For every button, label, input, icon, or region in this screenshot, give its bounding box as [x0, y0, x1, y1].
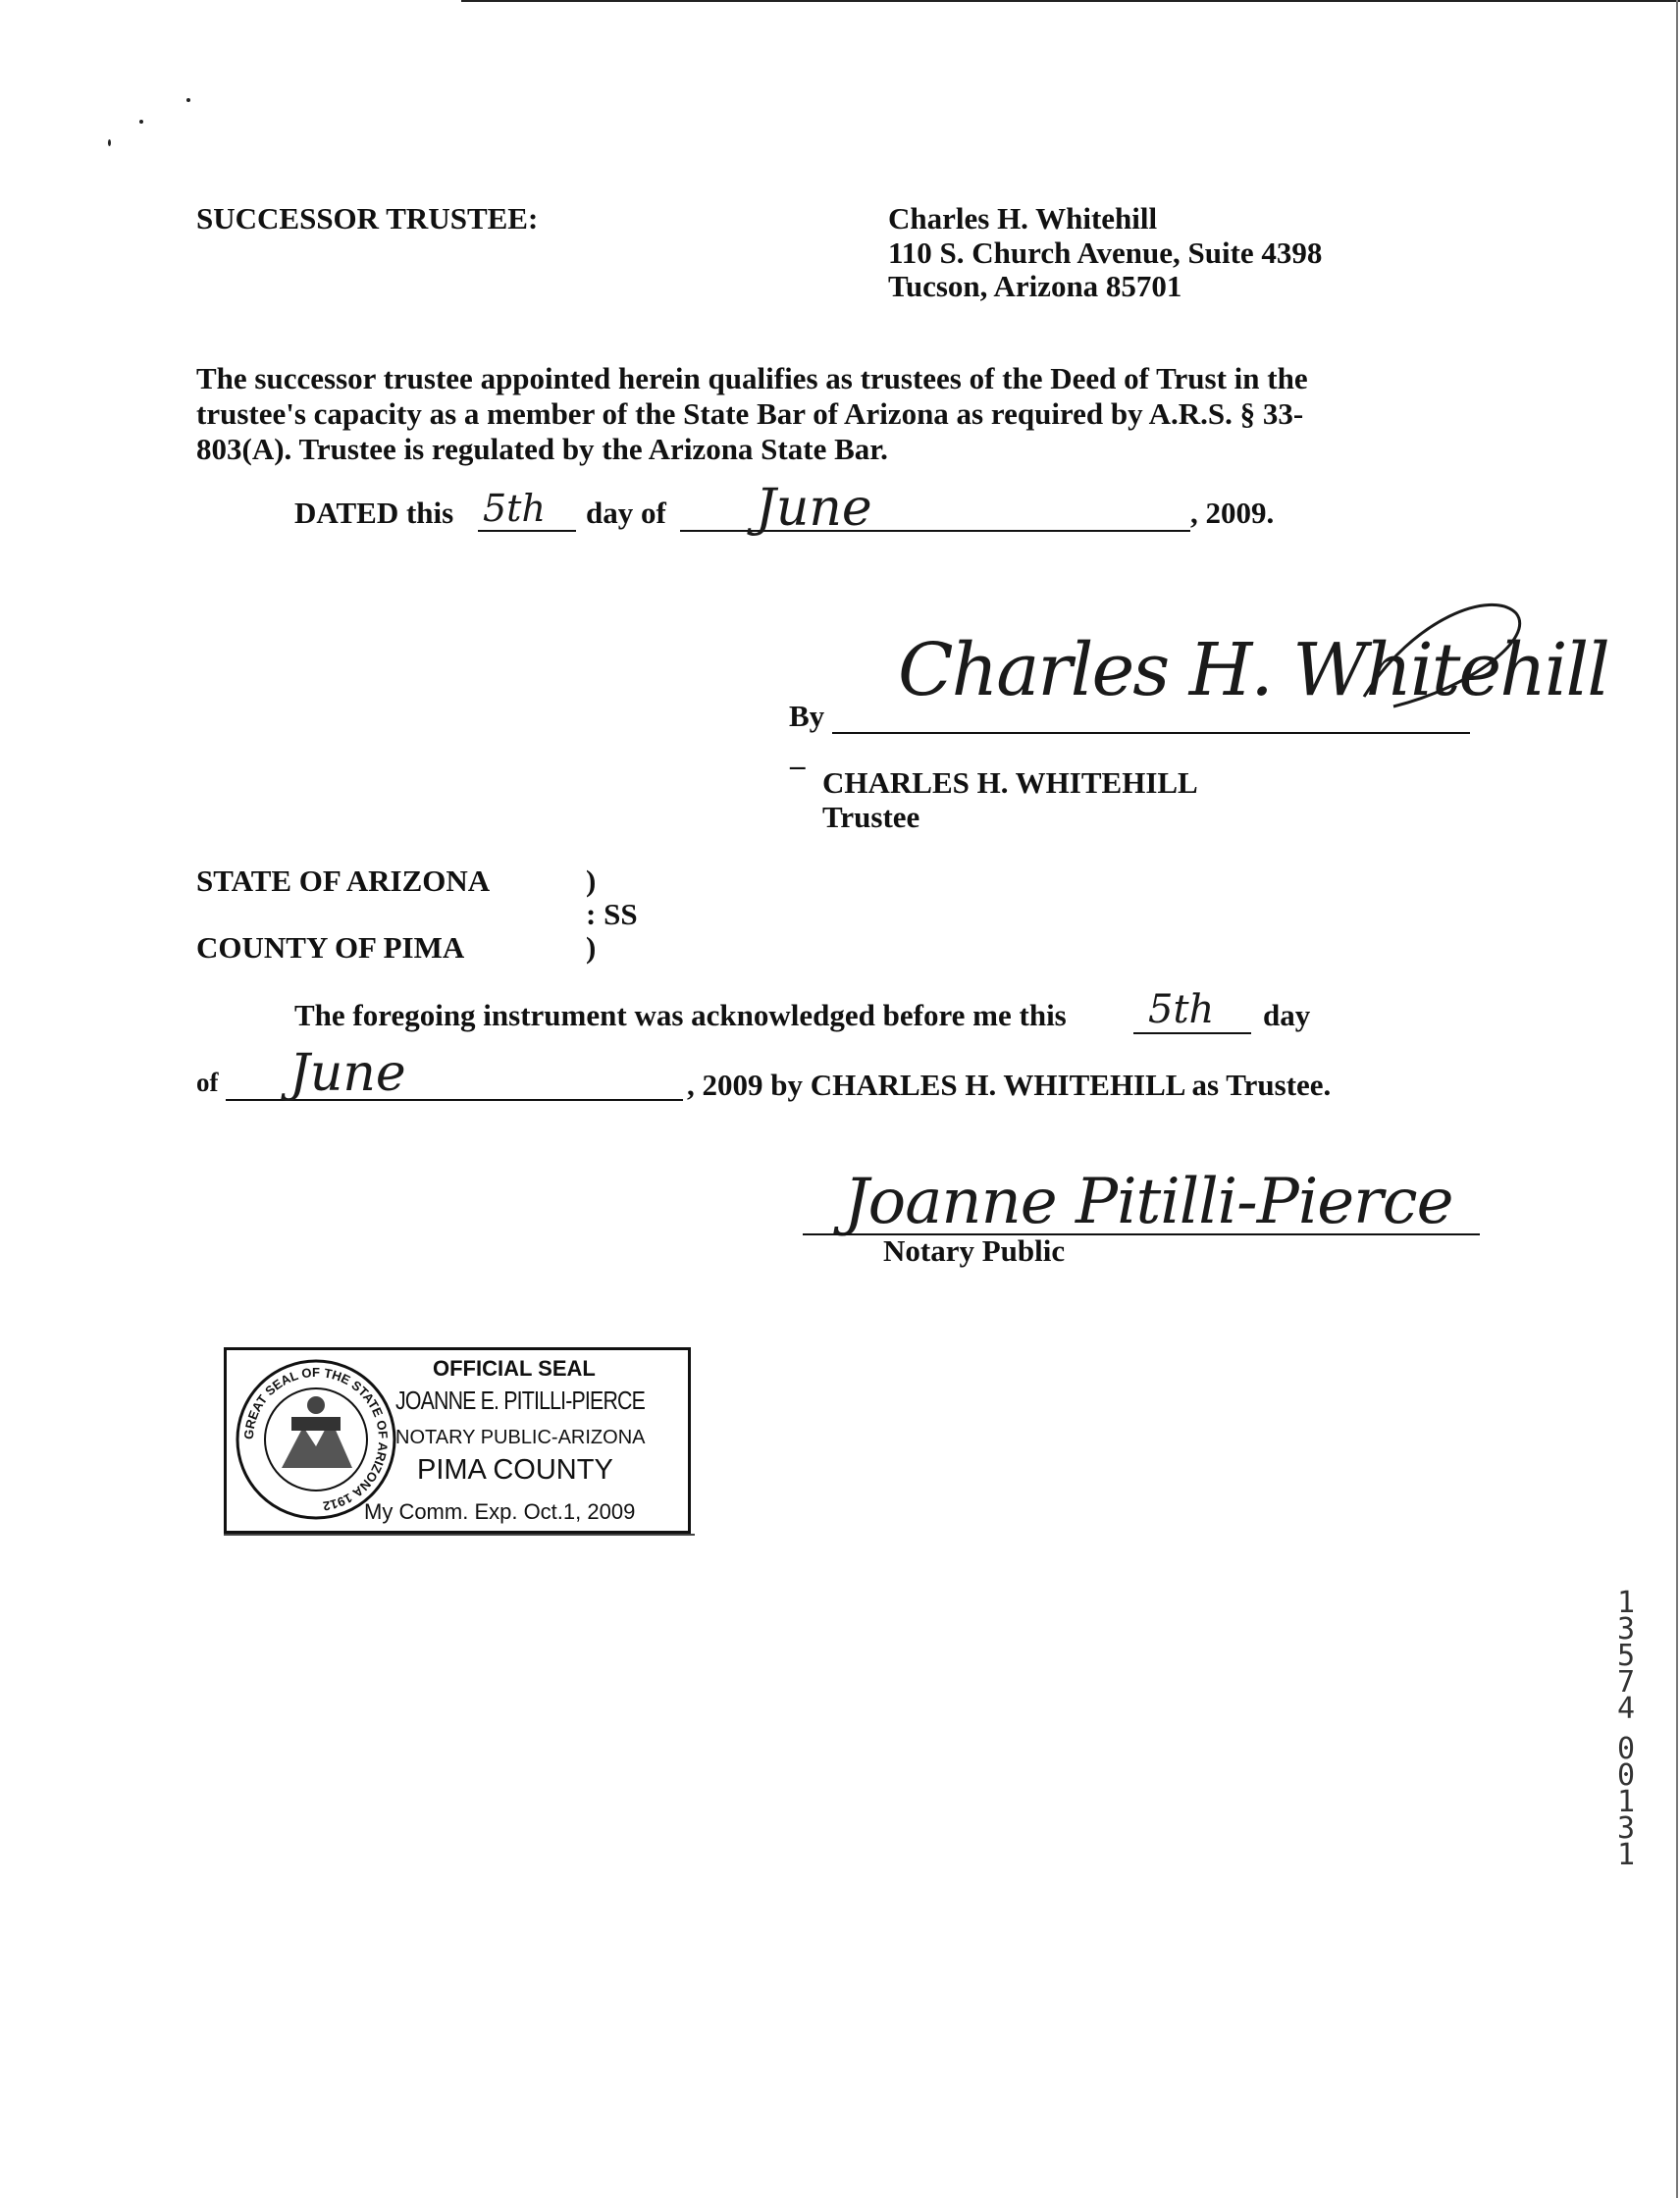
- dated-day-of: day of: [586, 496, 666, 530]
- scan-right-border: [1676, 0, 1678, 2198]
- notary-seal-stamp: [224, 1347, 691, 1534]
- seal-emblem-text: GREAT SEAL OF THE STATE OF ARIZONA 1912: [240, 1364, 392, 1514]
- recording-digit: 0: [1616, 1758, 1636, 1793]
- signer-printed-name: CHARLES H. WHITEHILL: [822, 765, 1198, 800]
- successor-trustee-label: SUCCESSOR TRUSTEE:: [196, 201, 539, 236]
- trustee-name: Charles H. Whitehill: [888, 201, 1158, 236]
- seal-notary-role: NOTARY PUBLIC-ARIZONA: [395, 1427, 646, 1448]
- recording-digit: 4: [1616, 1692, 1636, 1726]
- acknowledgment-line2: , 2009 by CHARLES H. WHITEHILL as Trustee.: [687, 1068, 1332, 1102]
- qualification-paragraph: The successor trustee appointed herein qualifies as trustees of the Deed of Trust in the trustee's capacity as a member of the State Bar of Arizona as required by A.R.S. § 33- 803(A). Trustee is regulated by the Arizona State Bar.: [196, 361, 1308, 466]
- venue-state: STATE OF ARIZONA: [196, 864, 491, 898]
- recording-digit: 3: [1616, 1612, 1636, 1647]
- dated-prefix: DATED this: [294, 496, 454, 530]
- recording-digit: 1: [1616, 1838, 1636, 1872]
- seal-title: OFFICIAL SEAL: [433, 1356, 596, 1381]
- scan-top-border: [461, 0, 1680, 2]
- venue-ss: : SS: [586, 897, 638, 931]
- seal-county: PIMA COUNTY: [417, 1454, 613, 1486]
- recording-digit: 5: [1616, 1639, 1636, 1673]
- acknowledgment-day-word: day: [1263, 998, 1311, 1032]
- venue-paren-top: ): [586, 864, 597, 898]
- recording-digit: 0: [1616, 1732, 1636, 1766]
- dated-month-handwritten: June: [756, 479, 872, 538]
- scan-speck: [186, 98, 190, 102]
- signature-dash: –: [790, 748, 806, 782]
- dated-year: , 2009.: [1190, 496, 1275, 530]
- by-label: By: [789, 699, 825, 733]
- recording-digit: 1: [1616, 1586, 1636, 1620]
- seal-underline: [224, 1534, 695, 1536]
- acknowledgment-line1: The foregoing instrument was acknowledged before me this: [294, 998, 1067, 1032]
- acknowledgment-month-handwritten: June: [289, 1044, 406, 1103]
- dated-day-handwritten: 5th: [483, 487, 546, 530]
- recording-digit: 7: [1616, 1665, 1636, 1700]
- seal-expiration: My Comm. Exp. Oct.1, 2009: [364, 1499, 636, 1524]
- acknowledgment-day-handwritten: 5th: [1148, 987, 1215, 1032]
- trustee-signature: Charles H. Whitehill: [898, 628, 1608, 712]
- signature-flourish: [1354, 579, 1531, 726]
- trustee-address-line2: Tucson, Arizona 85701: [888, 269, 1182, 303]
- acknowledgment-day-blank: [1133, 1032, 1251, 1034]
- recording-number-stamp: [1611, 1586, 1641, 1872]
- recording-digit: 1: [1616, 1785, 1636, 1819]
- acknowledgment-of-label: of: [196, 1068, 219, 1097]
- dated-day-blank: [478, 530, 576, 532]
- scan-speck: [139, 120, 143, 124]
- venue-paren-bottom: ): [586, 930, 597, 965]
- venue-county: COUNTY OF PIMA: [196, 930, 465, 965]
- recording-digit: 3: [1616, 1811, 1636, 1846]
- signer-title: Trustee: [822, 800, 920, 834]
- signature-line: [832, 732, 1470, 734]
- scan-speck: [108, 139, 111, 146]
- notary-signature: Joanne Pitilli-Pierce: [844, 1166, 1453, 1238]
- notary-label: Notary Public: [883, 1233, 1066, 1268]
- trustee-address-line1: 110 S. Church Avenue, Suite 4398: [888, 236, 1323, 270]
- state-seal-emblem: [235, 1358, 397, 1521]
- seal-notary-name: JOANNE E. PITILLI-PIERCE: [395, 1386, 645, 1415]
